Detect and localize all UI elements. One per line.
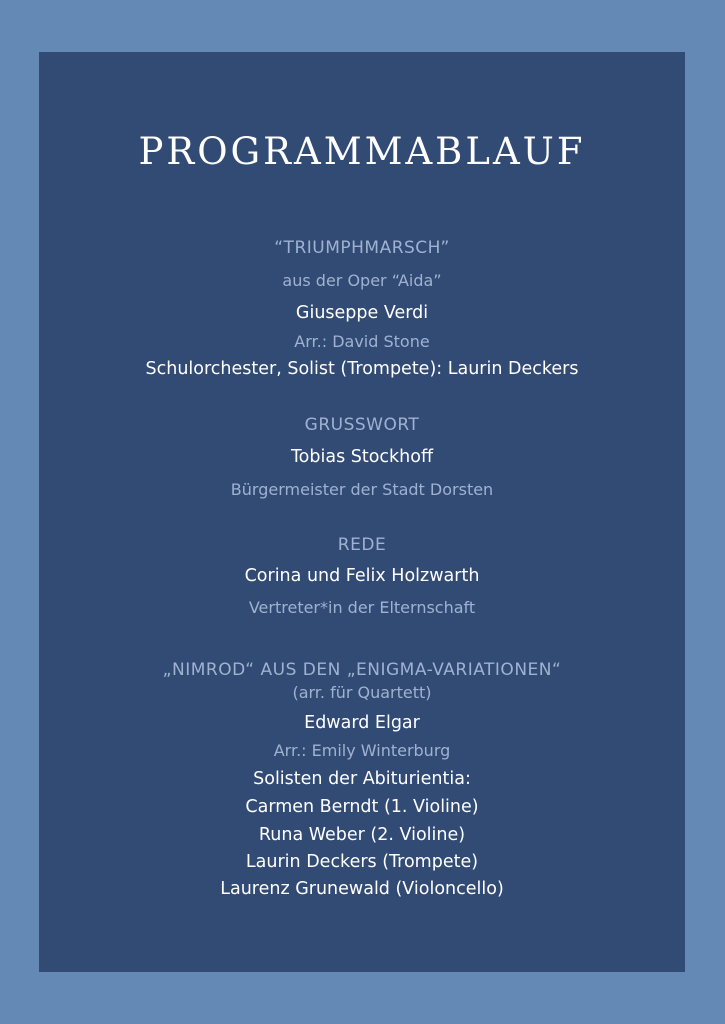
program-panel: [39, 52, 685, 972]
section-heading-nimrod: „NIMROD“ AUS DEN „ENIGMA-VARIATIONEN“: [162, 660, 562, 680]
performer-item: Carmen Berndt (1. Violine): [245, 797, 479, 817]
composer-name: Giuseppe Verdi: [295, 303, 429, 323]
section-heading-rede: REDE: [337, 535, 387, 555]
speaker-name: Tobias Stockhoff: [290, 447, 434, 467]
speaker-role: Vertreter*in der Elternschaft: [248, 598, 476, 617]
section-heading-grusswort: GRUSSWORT: [304, 415, 420, 435]
speaker-role: Bürgermeister der Stadt Dorsten: [230, 480, 494, 499]
composer-name: Edward Elgar: [304, 713, 420, 733]
section-heading-triumphmarsch: “TRIUMPHMARSCH”: [274, 238, 450, 258]
performer-item: Laurenz Grunewald (Violoncello): [220, 879, 504, 899]
performer-item: Laurin Deckers (Trompete): [245, 852, 479, 872]
arranger-credit: Arr.: David Stone: [294, 332, 430, 351]
page-title: PROGRAMMABLAUF: [138, 130, 586, 173]
section-subtitle: aus der Oper “Aida”: [282, 271, 442, 290]
performers-line: Schulorchester, Solist (Trompete): Laurin Deckers: [145, 359, 579, 379]
arranger-credit: Arr.: Emily Winterburg: [273, 741, 451, 760]
speaker-name: Corina und Felix Holzwarth: [244, 566, 480, 586]
performer-item: Runa Weber (2. Violine): [258, 825, 466, 845]
performers-intro: Solisten der Abiturientia:: [253, 769, 471, 789]
section-subtitle: (arr. für Quartett): [292, 683, 432, 702]
